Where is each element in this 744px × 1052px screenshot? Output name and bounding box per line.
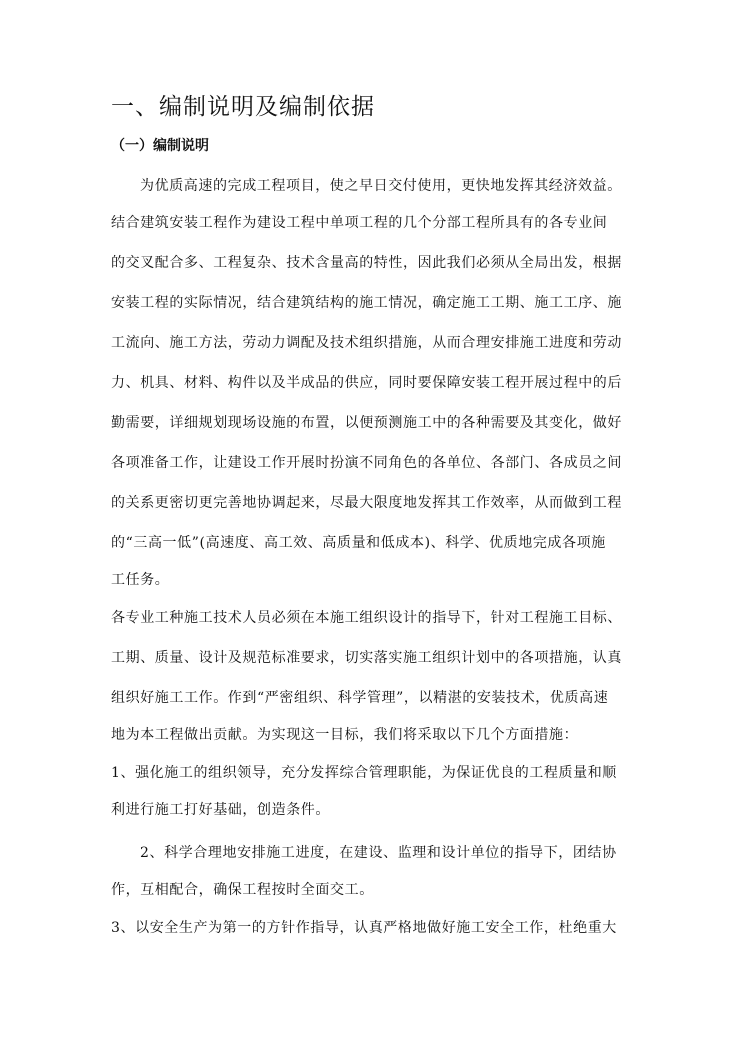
paragraph-line: 为优质高速的完成工程项目，使之早日交付使用，更快地发挥其经济效益。 [140,178,622,194]
paragraph-line: 结合建筑安装工程作为建设工程中单项工程的几个分部工程所具有的各专业间 [111,215,608,231]
paragraph-line: 利进行施工打好基础，创造条件。 [111,802,330,818]
subsection-heading: （一）编制说明 [111,138,209,154]
paragraph-line: 的关系更密切更完善地协调起来，尽最大限度地发挥其工作效率，从而做到工程 [111,495,622,511]
paragraph-line: 工任务。 [111,572,170,588]
paragraph-line: 各项准备工作，让建设工作开展时扮演不同角色的各单位、各部门、各成员之间 [111,455,622,471]
paragraph-line: 1、强化施工的组织领导，充分发挥综合管理职能，为保证优良的工程质量和顺 [111,765,617,781]
paragraph-line: 地为本工程做出贡献。为实现这一目标，我们将采取以下几个方面措施： [111,727,579,743]
paragraph-line: 力、机具、材料、构件以及半成品的供应，同时要保障安装工程开展过程中的后 [111,375,622,391]
paragraph-line: 作，互相配合，确保工程按时全面交工。 [111,882,374,898]
paragraph-line: 2、科学合理地安排施工进度，在建设、监理和设计单位的指导下，团结协 [140,845,617,861]
paragraph-line: 组织好施工工作。作到“严密组织、科学管理”，以精湛的安装技术，优质高速 [111,690,609,706]
section-heading: 一、编制说明及编制依据 [111,94,375,120]
paragraph-line: 勤需要，详细规划现场设施的布置，以便预测施工中的各种需要及其变化，做好 [111,415,622,431]
paragraph-line: 3、以安全生产为第一的方针作指导，认真严格地做好施工安全工作，杜绝重大 [111,920,617,936]
paragraph-line: 工期、质量、设计及规范标准要求，切实落实施工组织计划中的各项措施，认真 [111,650,622,666]
paragraph-line: 安装工程的实际情况，结合建筑结构的施工情况，确定施工工期、施工工序、施 [111,295,622,311]
paragraph-line: 的“三高一低”(高速度、高工效、高质量和低成本)、科学、优质地完成各项施 [111,535,606,551]
paragraph-line: 工流向、施工方法，劳动力调配及技术组织措施，从而合理安排施工进度和劳动 [111,335,622,351]
paragraph-line: 的交叉配合多、工程复杂、技术含量高的特性，因此我们必须从全局出发，根据 [111,255,622,271]
paragraph-line: 各专业工种施工技术人员必须在本施工组织设计的指导下，针对工程施工目标、 [111,610,622,626]
